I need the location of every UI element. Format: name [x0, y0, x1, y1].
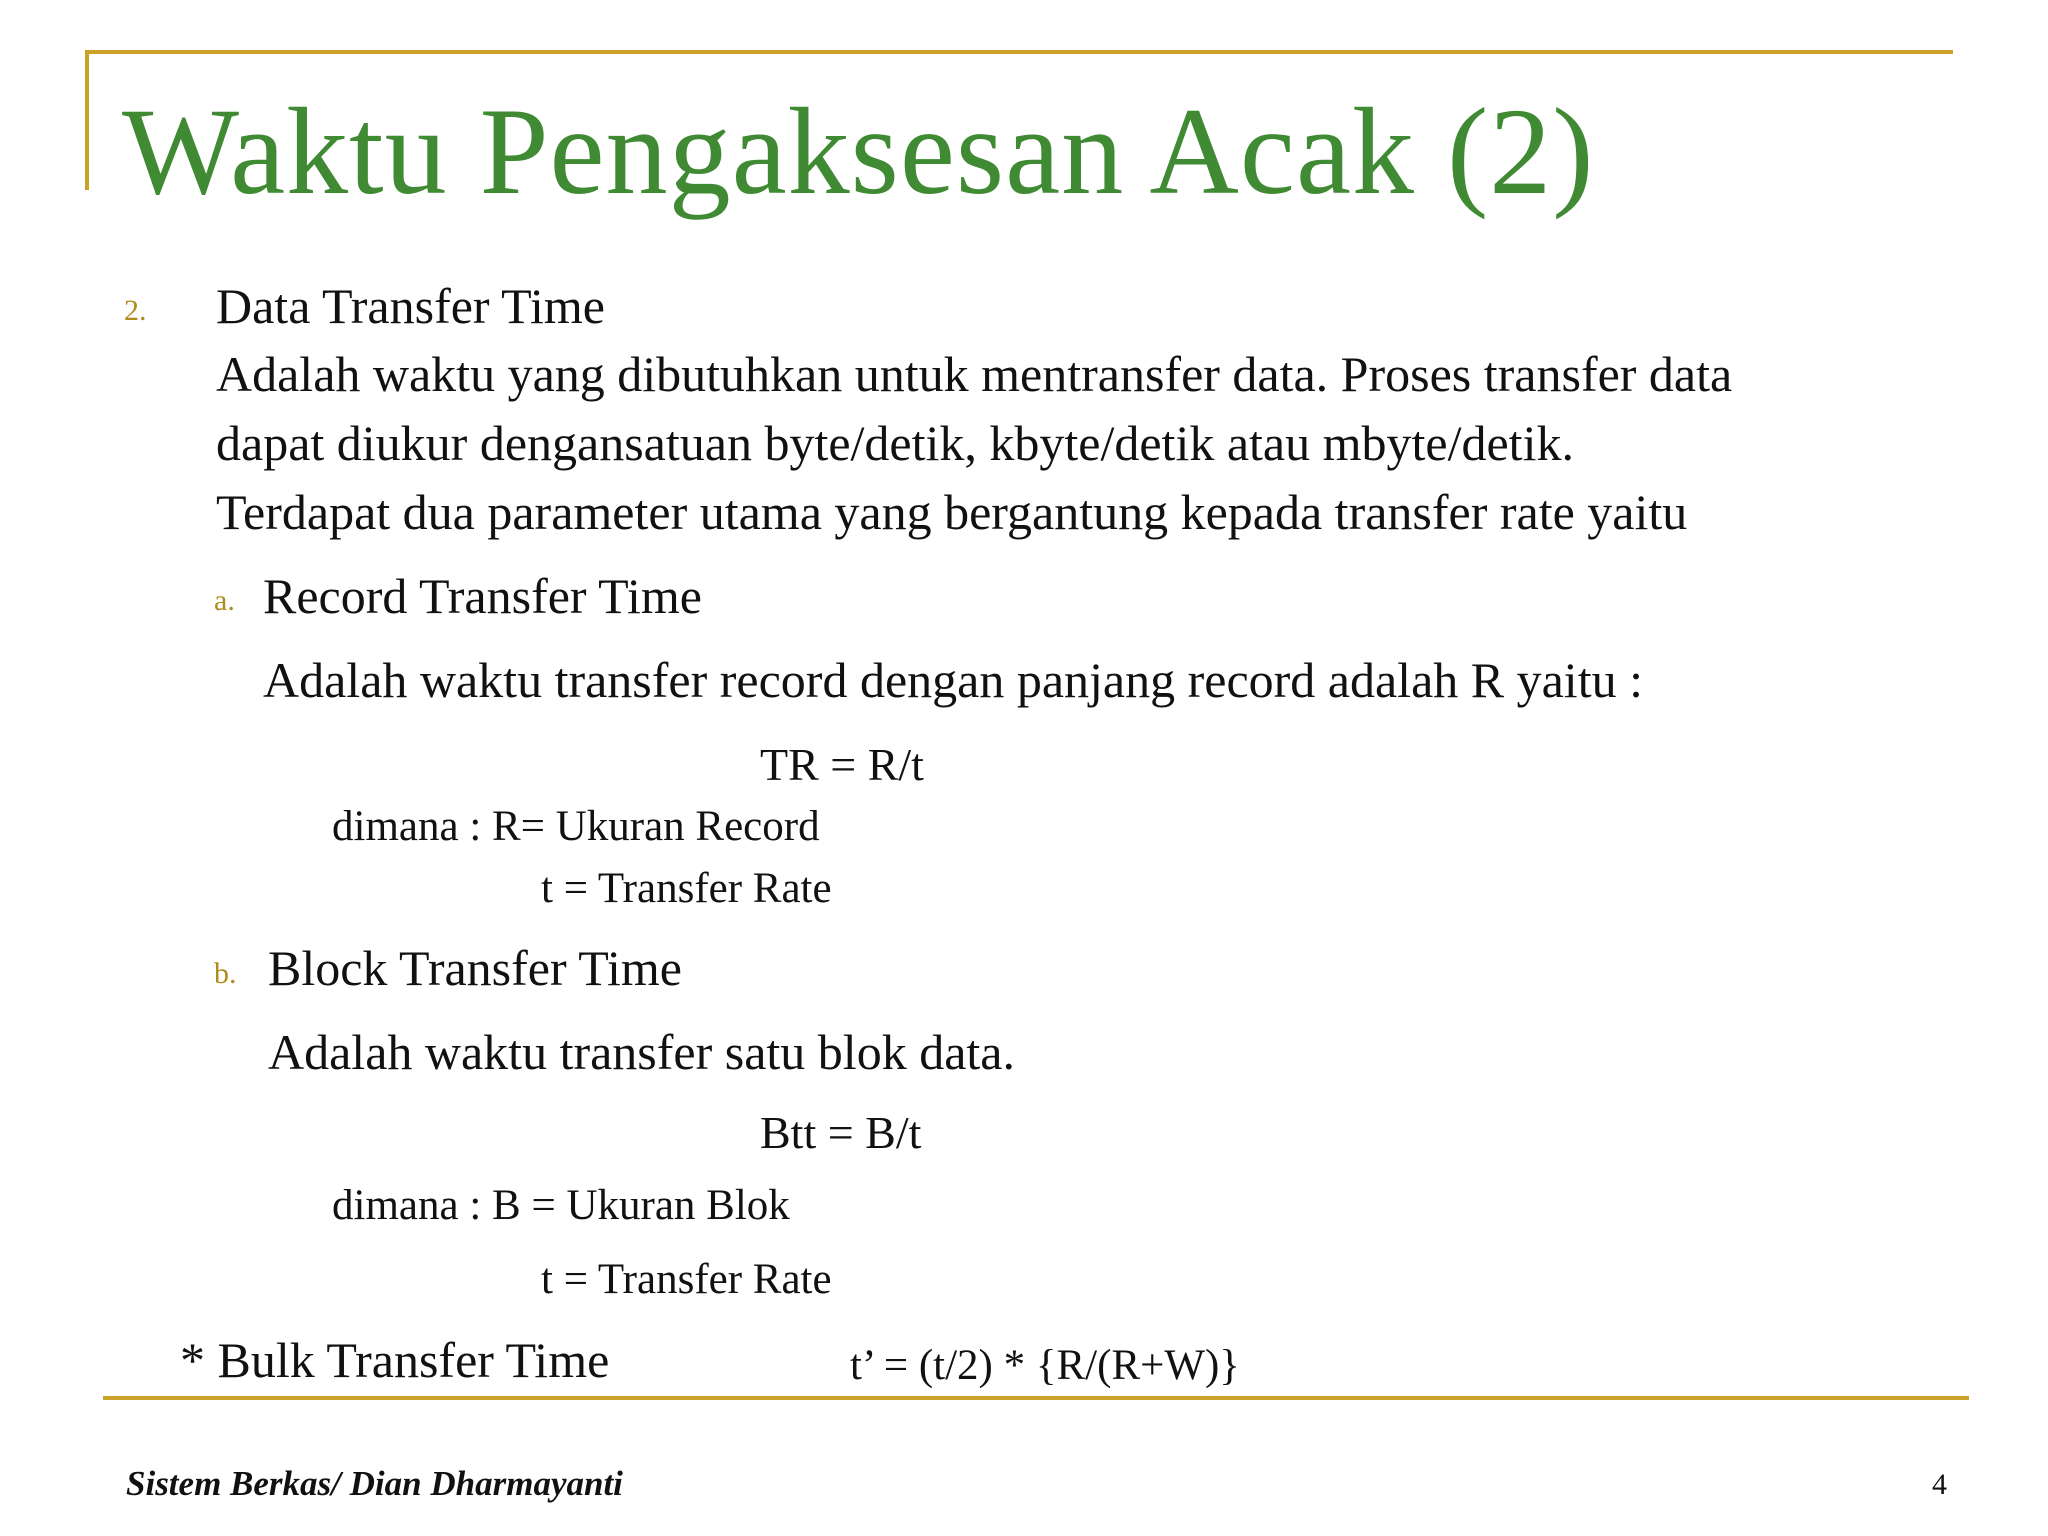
item-2-line-1: Adalah waktu yang dibutuhkan untuk mentransfer data. Proses transfer data — [216, 346, 1733, 402]
sub-a-formula: TR = R/t — [760, 739, 924, 790]
sub-a-description: Adalah waktu transfer record dengan panjang record adalah R yaitu : — [263, 652, 1643, 708]
page-number: 4 — [1932, 1468, 1947, 1501]
bulk-transfer-label: * Bulk Transfer Time — [180, 1332, 610, 1388]
sub-a-marker: a. — [214, 584, 235, 617]
sub-a-heading: Record Transfer Time — [263, 568, 702, 624]
left-border-line — [85, 50, 89, 190]
footer-author: Sistem Berkas/ Dian Dharmayanti — [126, 1464, 623, 1503]
sub-b-marker: b. — [214, 957, 237, 990]
sub-b-formula: Btt = B/t — [760, 1107, 922, 1158]
bottom-border-line — [103, 1396, 1969, 1400]
item-2-line-2: dapat diukur dengansatuan byte/detik, kbyte/detik atau mbyte/detik. — [216, 415, 1574, 471]
top-border-line — [85, 50, 1953, 54]
sub-b-heading: Block Transfer Time — [268, 940, 682, 996]
item-2-line-3: Terdapat dua parameter utama yang bergantung kepada transfer rate yaitu — [216, 484, 1688, 540]
sub-b-where-line-1: dimana : B = Ukuran Blok — [332, 1182, 790, 1229]
bulk-transfer-formula: t’ = (t/2) * {R/(R+W)} — [850, 1342, 1240, 1389]
sub-a-where-line-1: dimana : R= Ukuran Record — [332, 803, 820, 850]
item-2-marker: 2. — [124, 294, 147, 327]
item-2-heading: Data Transfer Time — [216, 278, 605, 334]
sub-a-where-line-2: t = Transfer Rate — [541, 865, 832, 912]
sub-b-description: Adalah waktu transfer satu blok data. — [268, 1024, 1015, 1080]
sub-b-where-line-2: t = Transfer Rate — [541, 1256, 832, 1303]
slide-title: Waktu Pengaksesan Acak (2) — [122, 83, 1595, 220]
